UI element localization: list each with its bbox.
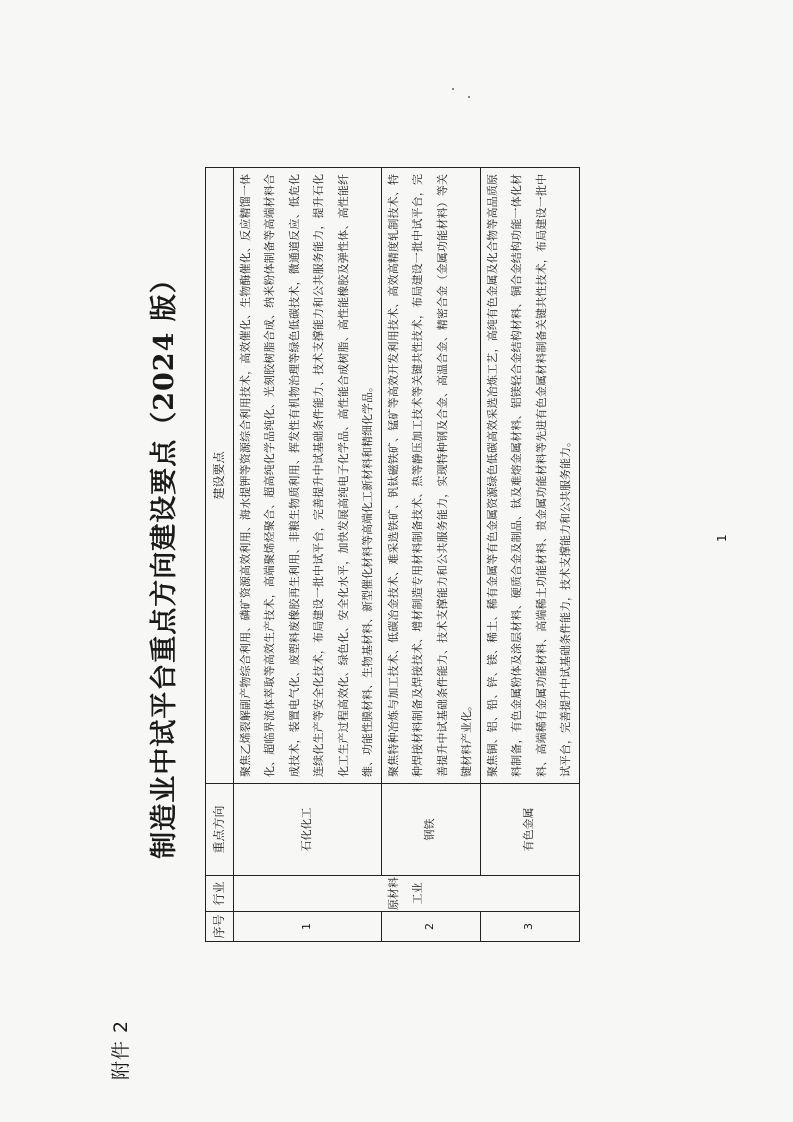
header-industry: 行业 — [206, 876, 234, 912]
direction-cell: 有色金属 — [480, 784, 579, 876]
scan-speck — [468, 96, 470, 98]
scan-speck — [452, 88, 454, 90]
points-cell: 聚焦乙烯裂解副产物综合利用、磷矿资源高效利用、海水提钾等资源综合利用技术，高效催化、生物酶催化、反应精馏一体化、超临界流体萃取等高效生产技术，高端聚烯烃聚合、超高纯化学品纯化、光刻胶树脂合成、纳米粉体制备等高端材料合成技术，装置电气化、废塑料废橡胶再生利用、非粮生物质利用、挥发性有机物治理等绿色低碳技术，微通道反应、低危化连续化生产等安全化技术，布局建设一批中试平台，完善提升中试基础条件能力、技术支撑能力和公共服务能力，提升石化化工生产过程高效化、绿色化、安全化水平，加快发展高纯电子化学品、高性能合成树脂、高性能橡胶及弹性体、高性能纤维、功能性膜材料、生物基材料、新型催化材料等高端化工新材料和精细化学品。 — [233, 168, 381, 784]
row-index: 3 — [480, 912, 579, 942]
industry-cell: 原材料工业 — [233, 876, 579, 912]
document-title: 制造业中试平台重点方向建设要点（2024 版） — [149, 265, 180, 859]
direction-cell: 钢铁 — [381, 784, 480, 876]
table-row — [233, 168, 381, 942]
table-row — [480, 168, 579, 942]
direction-cell: 石化化工 — [233, 784, 381, 876]
points-cell: 聚焦特种冶炼与加工技术、低碳冶金技术、难采选铁矿、钒钛磁铁矿、锰矿等高效开发利用技术、高效高精度轧制技术、特种焊接材料制备及焊接技术、增材制造专用材料制备技术、热等静压加工技术等关键共性技术，布局建设一批中试平台，完善提升中试基础条件能力、技术支撑能力和公共服务能力，实现特种钢及合金、高温合金、精密合金（金属功能材料）等关键材料产业化。 — [381, 168, 480, 784]
header-direction: 重点方向 — [206, 784, 234, 876]
header-points: 建设要点 — [206, 168, 234, 784]
attachment-label: 附件 2 — [110, 1019, 132, 1080]
row-index: 1 — [233, 912, 381, 942]
construction-points-table — [205, 167, 580, 942]
table-row — [381, 168, 480, 942]
header-index: 序号 — [206, 912, 234, 942]
page-number: 1 — [715, 534, 729, 542]
row-index: 2 — [381, 912, 480, 942]
table-header-row — [206, 168, 234, 942]
points-cell: 聚焦铜、铝、铅、锌、镁、稀土、稀有金属等有色金属资源绿色低碳高效采选冶炼工艺，高纯有色金属及化合物等高品质原料制备，有色金属粉体及涂层材料、硬质合金及制品、钛及难熔金属材料、铝镁轻合金结构材料、铜合金结构功能一体化材料、高端稀有金属功能材料、高端稀土功能材料、贵金属功能材料等先进有色金属材料制备关键共性技术，布局建设一批中试平台，完善提升中试基础条件能力，技术支撑能力和公共服务能力。 — [480, 168, 579, 784]
